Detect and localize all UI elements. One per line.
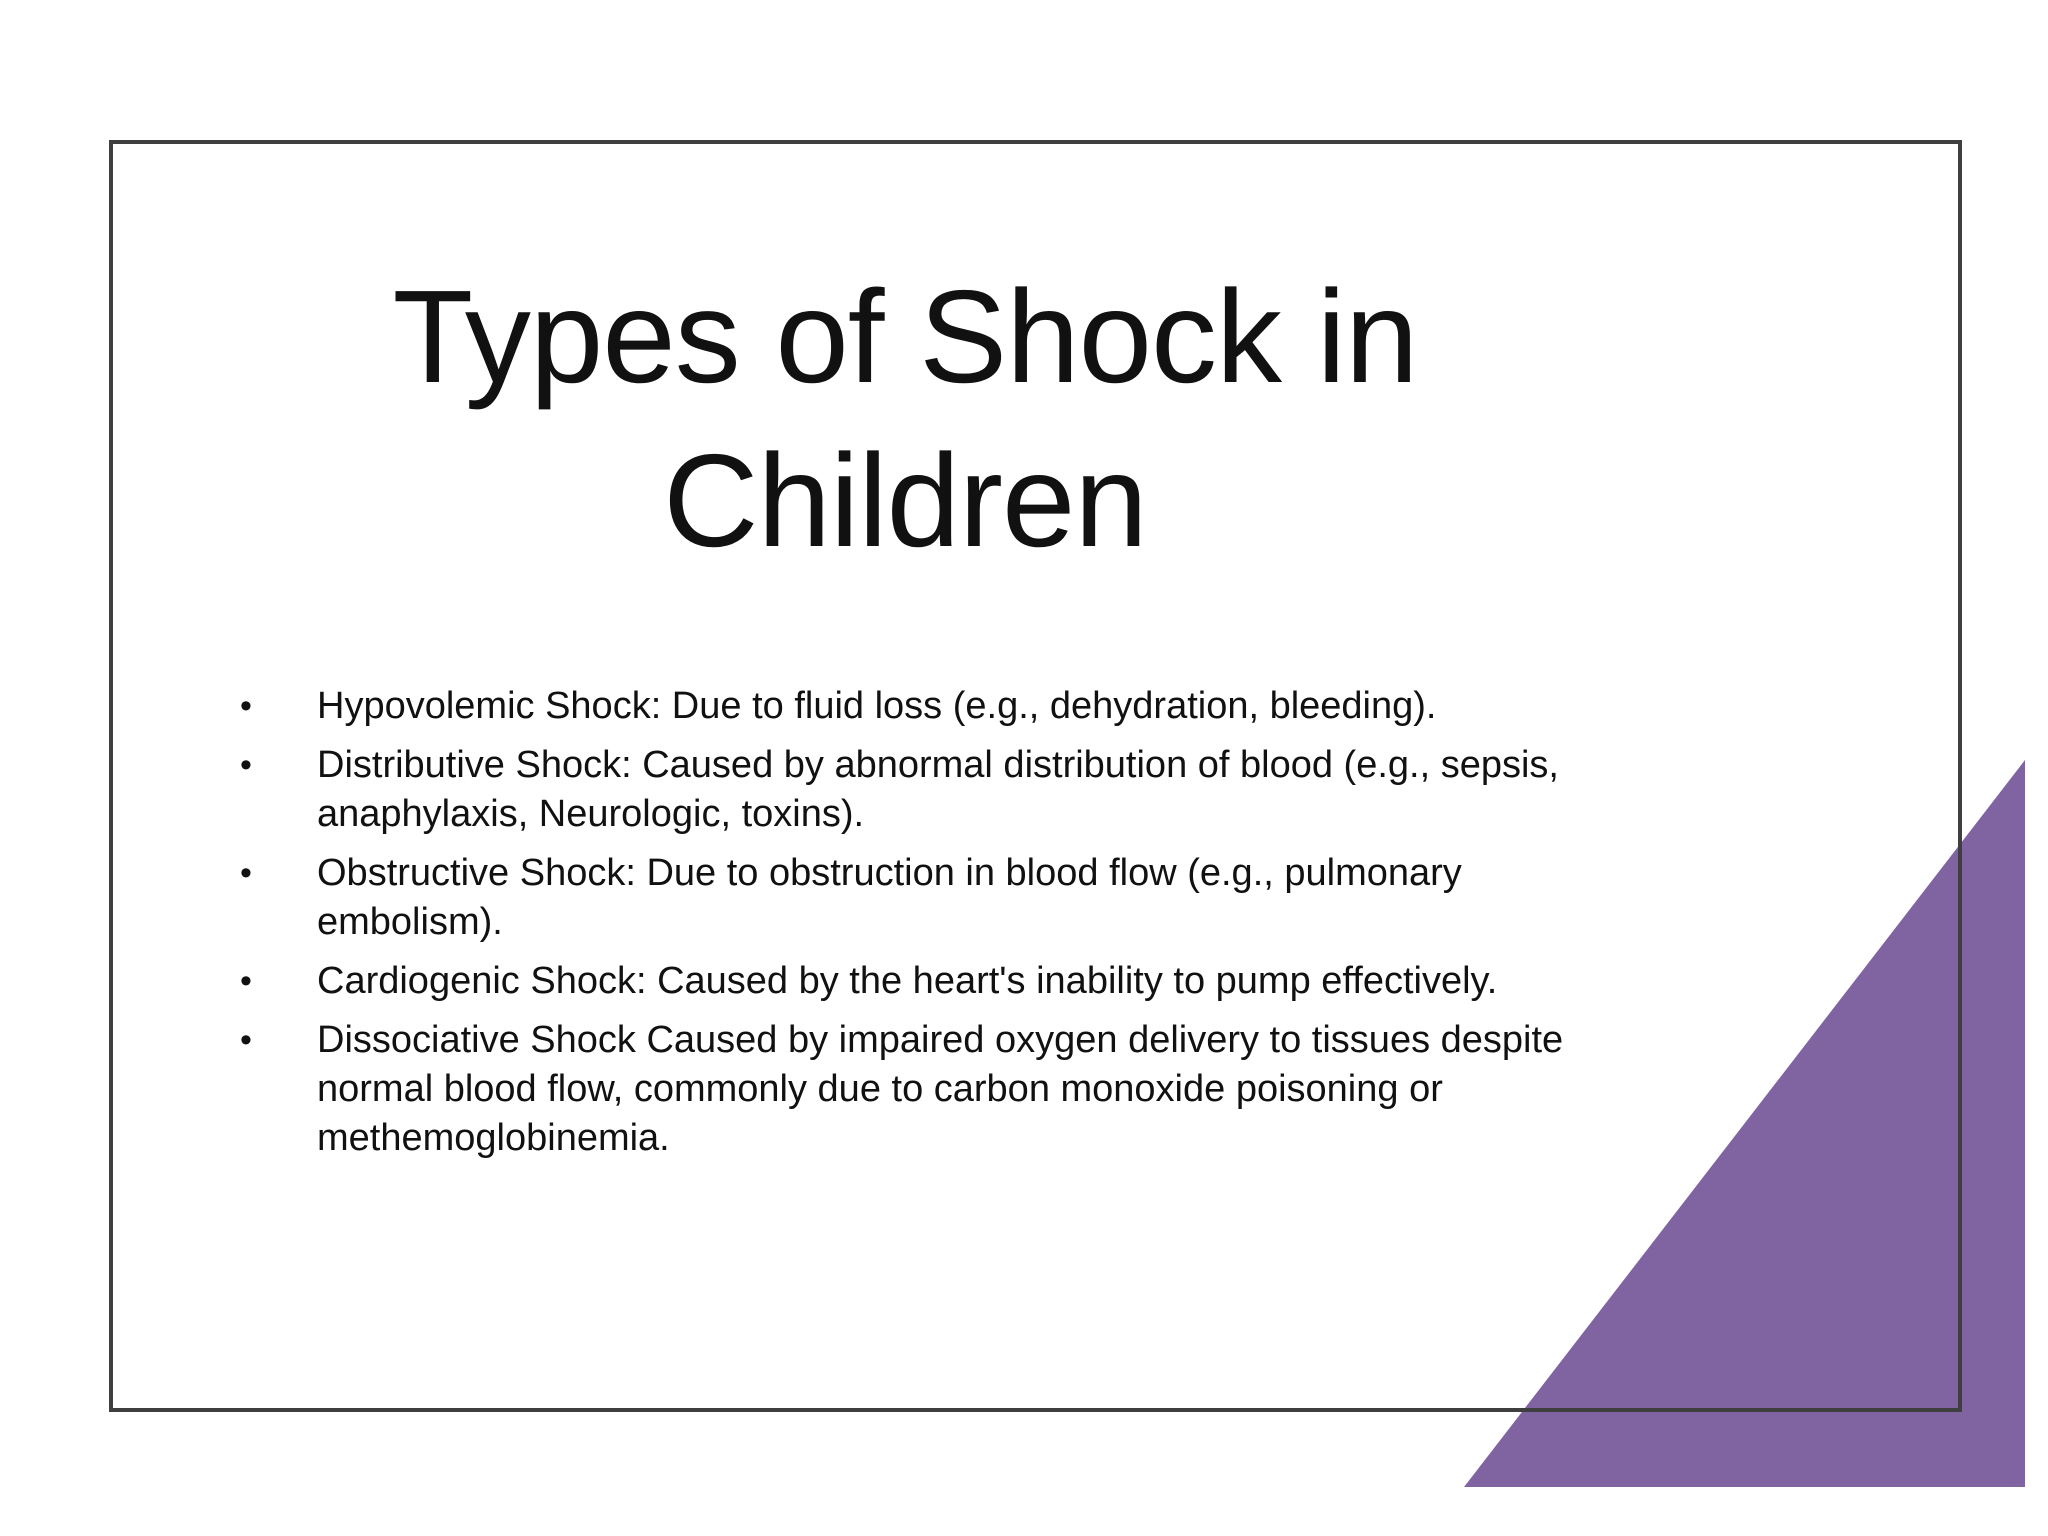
bullet-item-hypovolemic (240, 682, 1610, 731)
bullet-marker: • (240, 687, 252, 725)
bullet-item-obstructive (240, 849, 1610, 947)
bullet-marker: • (240, 1021, 252, 1059)
slide-title: Types of Shock in Children (392, 263, 1418, 574)
bullet-item-distributive (240, 741, 1610, 839)
bullet-text: Cardiogenic Shock: Caused by the heart's inability to pump effectively. (317, 960, 1498, 1002)
bullet-item-dissociative (240, 1016, 1610, 1163)
bullet-text: Obstructive Shock: Due to obstruction in blood flow (e.g., pulmonary embolism). (317, 852, 1462, 943)
bullet-text: Dissociative Shock Caused by impaired oxygen delivery to tissues despite normal blood flow, commonly due to carbon monoxide poisoning or methemoglobinemia. (317, 1019, 1564, 1159)
bullet-list (240, 682, 1610, 1173)
bullet-marker: • (240, 962, 252, 1000)
bullet-item-cardiogenic (240, 957, 1610, 1006)
bullet-text: Hypovolemic Shock: Due to fluid loss (e.g., dehydration, bleeding). (317, 685, 1437, 727)
bullet-text: Distributive Shock: Caused by abnormal distribution of blood (e.g., sepsis, anaphylaxis, Neurologic, toxins). (317, 744, 1559, 835)
bullet-marker: • (240, 746, 252, 784)
bullet-marker: • (240, 854, 252, 892)
